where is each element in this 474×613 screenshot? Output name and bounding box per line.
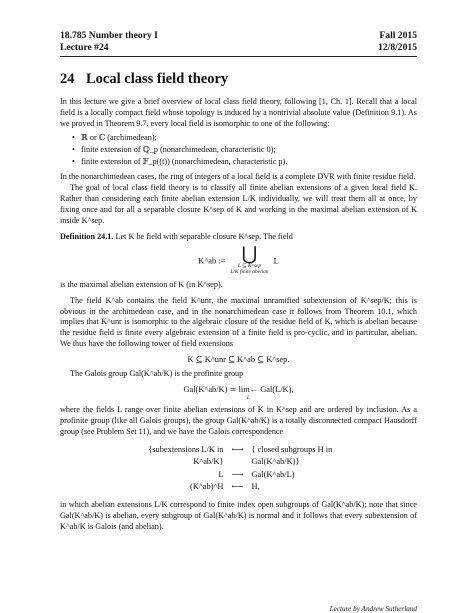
- lim-symbol: lim←: [238, 385, 259, 395]
- lim-subscript: L: [246, 395, 250, 402]
- final-paragraph: in which abelian extensions L/K correspond to finite index open subgroups of Gal(K^ab/K); note that since Gal(K^ab/K) is abelian, every subgroup of Gal(K^ab/K) is normal and it follows that every subextension of K^ab/K is Galois (and abelian).: [60, 499, 417, 531]
- page: [60, 30, 417, 613]
- inverse-limit: [239, 384, 259, 401]
- union-subscript-1: L ⊆ K^sep: [237, 262, 262, 269]
- big-union-symbol: ⋃ L ⊆ K^sep L/K finite abelian: [230, 243, 269, 276]
- section-heading: [60, 71, 417, 88]
- union-subscript-2: L/K finite abelian: [230, 269, 269, 276]
- tower-equation: K ⊆ K^unr ⊆ K^ab ⊆ K^sep.: [187, 355, 290, 365]
- definition-text: Let K be field with separable closure K^sep. The field: [115, 231, 293, 241]
- header-row-2: [60, 42, 417, 54]
- term: Fall 2015: [379, 30, 417, 41]
- lecture-date: 12/8/2015: [378, 42, 417, 53]
- correspondence-row: {subextensions L/K in K^ab/K} ⟷ { closed subgroups H in Gal(K^ab/K)}: [148, 444, 333, 467]
- course-title: 18.785 Number theory I: [60, 30, 158, 41]
- galois-rhs: Gal(L/K),: [260, 385, 294, 395]
- lecture-number: Lecture #24: [60, 42, 109, 53]
- header-row-1: [60, 30, 417, 42]
- definition-after: is the maximal abelian extension of K (in K^sep).: [60, 279, 223, 289]
- galois-paragraph: The Galois group Gal(K^ab/K) is the profinite group: [70, 369, 244, 379]
- list-item: • finite extension of 𝔽_p((t)) (nonarchimedean, characteristic p).: [72, 156, 417, 168]
- eq-rhs: L: [273, 256, 279, 266]
- galois-lhs: Gal(K^ab/K) ≃: [183, 385, 237, 395]
- correspondence-row: (K^ab)^H ⟵ H,: [190, 482, 260, 492]
- goal-paragraph: The goal of local class field theory is to classify all finite abelian extensions of a given local field K. Rather than considering each finite abelian extension L/K individually, we will treat them all at once, by fixing once and for all a separable closure K^sep of K and working in the maximal abelian extension of K inside K^sep.: [60, 183, 417, 225]
- list-item: • ℝ or ℂ (archimedean);: [72, 132, 417, 144]
- definition: [60, 232, 417, 243]
- section-number: 24: [60, 71, 75, 87]
- correspondence-row: L ⟶ Gal(K^ab/L): [218, 469, 295, 479]
- galois-equation: [60, 384, 417, 401]
- definition-label: Definition 24.1.: [60, 231, 114, 241]
- fields-paragraph: where the fields L range over finite abelian extensions of K in K^sep and are ordered by inclusion. As a profinite group (like all Galois groups), the group Gal(K^ab/K) is a totally disconnected compact Hausdorff group (see Problem Set 11), and we have the Galois correspondence: [60, 405, 417, 436]
- section-title: Local class field theory: [86, 71, 229, 87]
- intro-paragraph: In this lecture we give a brief overview of local class field theory, following [1, Ch. 1]. Recall that a local field is a locally compact field whose topology is induced by a nontrivial absolute value (Definition 9.1). As we proved in Theorem 9.7, every local field is isomorphic to one of the following:: [60, 97, 417, 128]
- list-item: • finite extension of ℚ_p (nonarchimedean, characteristic 0);: [72, 144, 417, 156]
- eq-lhs: K^ab :=: [198, 256, 226, 266]
- definition-equation: [60, 243, 417, 276]
- unramified-paragraph: The field K^ab contains the field K^unr, the maximal unramified subextension of K^sep/K; this is obvious in the archimedean case, and in the nonarchimedean case it follows from Theorem 10.1, which implies that K^unr is isomorphic to the algebraic closure of the residue field of K, which is abelian because the residue field is finite every algebraic extension of a finite field is pro-cyclic, and in particular, abelian. We thus have the following tower of field extensions: [60, 295, 417, 349]
- footer-credit: Lecture by Andrew Sutherland: [329, 605, 417, 613]
- dvr-paragraph: In the nonarchimedean cases, the ring of integers of a local field is a complete DVR with finite residue field.: [60, 172, 416, 182]
- local-field-list: [60, 132, 417, 169]
- galois-correspondence: [124, 444, 354, 494]
- header-rule: [60, 56, 417, 57]
